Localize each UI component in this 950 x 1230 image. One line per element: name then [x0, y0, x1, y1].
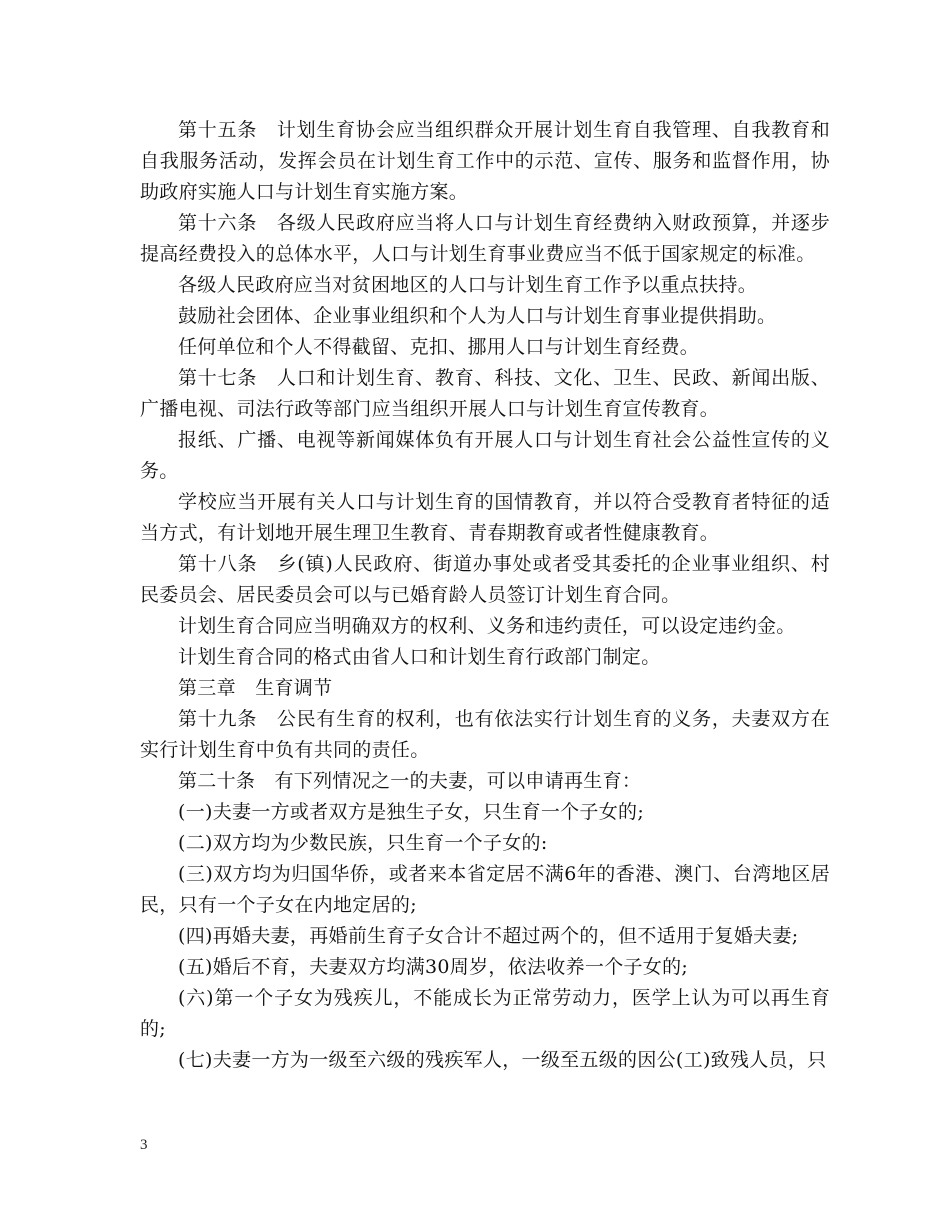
paragraph: 第十七条 人口和计划生育、教育、科技、文化、卫生、民政、新闻出版、广播电视、司法行政等部门应当组织开展人口与计划生育宣传教育。: [140, 367, 830, 420]
list-item: (二)双方均为少数民族，只生育一个子女的:: [178, 832, 548, 854]
document-body: [140, 115, 830, 1076]
paragraph: 任何单位和个人不得截留、克扣、挪用人口与计划生育经费。: [178, 336, 700, 358]
paragraph: 第十九条 公民有生育的权利，也有依法实行计划生育的义务，夫妻双方在实行计划生育中负有共同的责任。: [140, 708, 830, 761]
list-item: (一)夫妻一方或者双方是独生子女，只生育一个子女的;: [178, 801, 645, 823]
chapter-heading: 第三章 生育调节: [178, 677, 333, 699]
paragraph: 第十五条 计划生育协会应当组织群众开展计划生育自我管理、自我教育和自我服务活动，发挥会员在计划生育工作中的示范、宣传、服务和监督作用，协助政府实施人口与计划生育实施方案。: [140, 119, 830, 203]
paragraph: 第十八条 乡(镇)人民政府、街道办事处或者受其委托的企业事业组织、村民委员会、居民委员会可以与已婚育龄人员签订计划生育合同。: [140, 553, 830, 606]
list-item: (三)双方均为归国华侨，或者来本省定居不满6年的香港、澳门、台湾地区居民，只有一个子女在内地定居的;: [140, 863, 830, 916]
list-item: (四)再婚夫妻，再婚前生育子女合计不超过两个的，但不适用于复婚夫妻;: [178, 925, 799, 947]
paragraph: 各级人民政府应当对贫困地区的人口与计划生育工作予以重点扶持。: [178, 274, 758, 296]
list-item: (七)夫妻一方为一级至六级的残疾军人，一级至五级的因公(工)致残人员，只: [178, 1049, 827, 1071]
paragraph: 计划生育合同应当明确双方的权利、义务和违约责任，可以设定违约金。: [178, 615, 796, 637]
paragraph: 报纸、广播、电视等新闻媒体负有开展人口与计划生育社会公益性宣传的义务。: [140, 429, 830, 482]
list-item: (六)第一个子女为残疾儿，不能成长为正常劳动力，医学上认为可以再生育的;: [140, 987, 830, 1040]
list-item: (五)婚后不育，夫妻双方均满30周岁，依法收养一个子女的;: [178, 956, 689, 978]
page-number: 3: [140, 1137, 148, 1153]
paragraph: 学校应当开展有关人口与计划生育的国情教育，并以符合受教育者特征的适当方式，有计划地开展生理卫生教育、青春期教育或者性健康教育。: [140, 491, 830, 544]
paragraph: 第二十条 有下列情况之一的夫妻，可以申请再生育：: [178, 770, 642, 792]
paragraph: 第十六条 各级人民政府应当将人口与计划生育经费纳入财政预算，并逐步提高经费投入的总体水平，人口与计划生育事业费应当不低于国家规定的标准。: [140, 212, 830, 265]
paragraph: 鼓励社会团体、企业事业组织和个人为人口与计划生育事业提供捐助。: [178, 305, 777, 327]
paragraph: 计划生育合同的格式由省人口和计划生育行政部门制定。: [178, 646, 661, 668]
